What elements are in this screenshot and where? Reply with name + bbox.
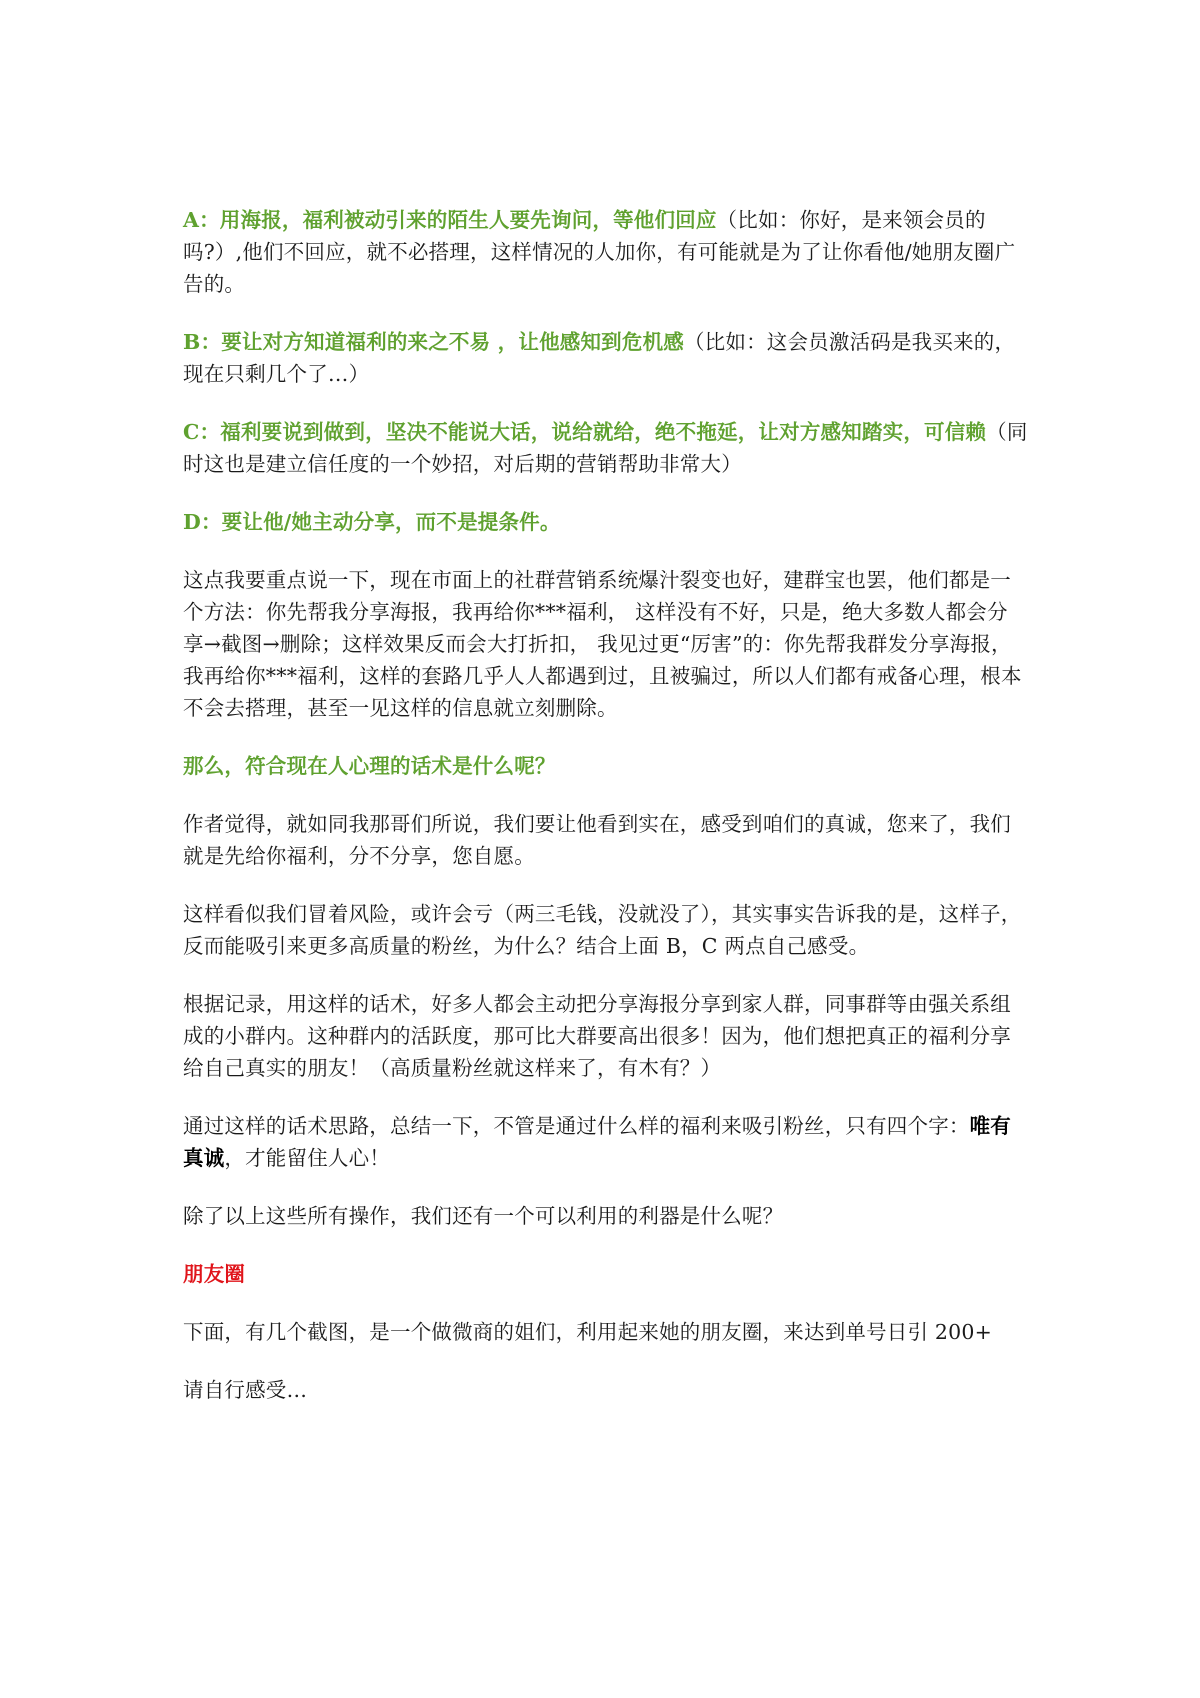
paragraph-body-8: 请自行感受… — [183, 1378, 308, 1402]
section-heading-red — [183, 1258, 1028, 1290]
question-text: 那么，符合现在人心理的话术是什么呢？ — [183, 754, 556, 778]
text-b: （比如：这会员激活码是我买来的，现在只剩几个了…） — [183, 330, 1016, 386]
paragraph-body-3: 这样看似我们冒着风险，或许会亏（两三毛钱，没就没了），其实事实告诉我的是，这样子，反而能吸引来更多高质量的粉丝，为什么？结合上面 B，C 两点自己感受。 — [183, 902, 1022, 958]
highlight-b: B：要让对方知道福利的来之不易 ，让他感知到危机感 — [183, 330, 684, 354]
paragraph-body-2: 作者觉得，就如同我那哥们所说，我们要让他看到实在，感受到咱们的真诚，您来了，我们就是先给你福利，分不分享，您自愿。 — [183, 812, 1011, 868]
paragraph-body-6: 除了以上这些所有操作，我们还有一个可以利用的利器是什么呢？ — [183, 1204, 784, 1228]
paragraph-body-1: 这点我要重点说一下，现在市面上的社群营销系统爆汁裂变也好，建群宝也罢，他们都是一个方法：你先帮我分享海报，我再给你***福利， 这样没有不好，只是，绝大多数人都会分享→截图→删除；这样效果反而会大打折扣， 我见过更“厉害”的：你先帮我群发分享海报，我再给你***福利，这样的套路几乎人人都遇到过，且被骗过，所以人们都有戒备心理，根本不会去搭理，甚至一见这样的信息就立刻删除。 — [183, 568, 1022, 720]
text-5-tail: ，才能留住人心！ — [224, 1146, 391, 1170]
paragraph-body-4: 根据记录，用这样的话术，好多人都会主动把分享海报分享到家人群，同事群等由强关系组成的小群内。这种群内的活跃度，那可比大群要高出很多！因为，他们想把真正的福利分享给自己真实的朋友！（高质量粉丝就这样来了，有木有？） — [183, 992, 1011, 1080]
text-5-bold: 唯有真诚 — [183, 1114, 1012, 1170]
paragraph-a — [183, 204, 1028, 300]
document-body — [183, 204, 1028, 1432]
question-heading — [183, 750, 1028, 782]
highlight-d: D：要让他/她主动分享，而不是提条件。 — [183, 510, 561, 534]
paragraph-body-5 — [183, 1110, 1028, 1174]
paragraph-body-7: 下面，有几个截图，是一个做微商的姐们，利用起来她的朋友圈，来达到单号日引 200+ — [183, 1320, 993, 1344]
highlight-a: A：用海报，福利被动引来的陌生人要先询问，等他们回应 — [183, 208, 717, 232]
paragraph-c — [183, 416, 1028, 480]
text-a: （比如：你好，是来领会员的吗?）,他们不回应，就不必搭理，这样情况的人加你，有可能就是为了让你看他/她朋友圈广告的。 — [183, 208, 1016, 296]
highlight-c: C：福利要说到做到，坚决不能说大话，说给就给，绝不拖延，让对方感知踏实，可信赖 — [183, 420, 987, 444]
paragraph-b — [183, 326, 1028, 390]
red-heading-text: 朋友圈 — [183, 1262, 246, 1286]
text-5-lead: 通过这样的话术思路，总结一下，不管是通过什么样的福利来吸引粉丝，只有四个字： — [183, 1114, 970, 1138]
paragraph-d — [183, 506, 1028, 538]
text-c: （同时这也是建立信任度的一个妙招，对后期的营销帮助非常大） — [183, 420, 1028, 476]
